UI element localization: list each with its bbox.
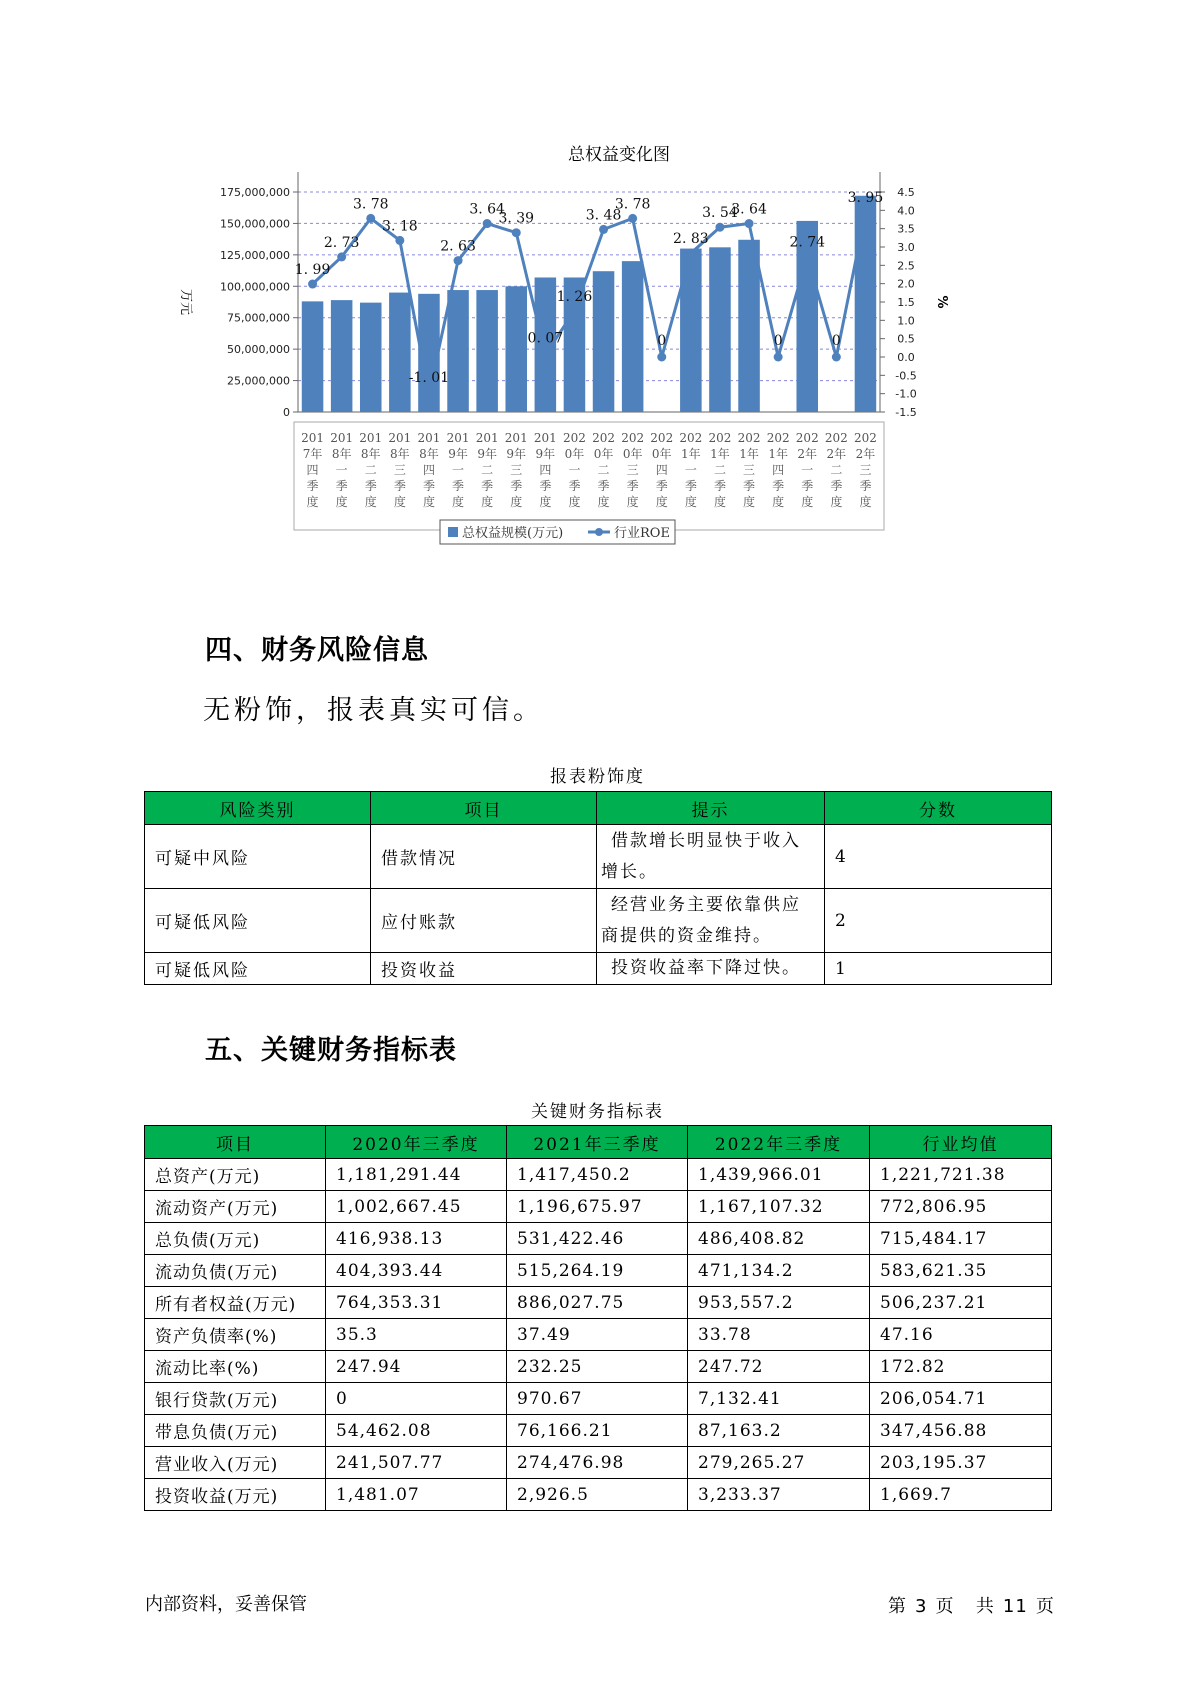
header-industry-avg: 行业均值 bbox=[870, 1126, 1052, 1159]
risk-tip-line1: 借款增长明显快于收入 bbox=[611, 830, 801, 851]
x-tick-label: 度 bbox=[422, 495, 435, 509]
bar bbox=[476, 290, 498, 412]
y-right-tick-label: 1.5 bbox=[897, 296, 915, 309]
x-tick-label: 8年 bbox=[331, 447, 352, 461]
roe-data-label: 3. 78 bbox=[614, 196, 651, 213]
risk-category: 可疑中风险 bbox=[145, 825, 371, 889]
table-row bbox=[145, 953, 1052, 985]
x-tick-label: 季 bbox=[743, 479, 756, 493]
bar bbox=[593, 271, 615, 412]
x-tick-label: 度 bbox=[452, 495, 465, 509]
x-tick-label: 季 bbox=[772, 479, 785, 493]
x-tick-label: 201 bbox=[388, 431, 412, 445]
bar bbox=[331, 300, 353, 412]
kpi-2020q3: 404,393.44 bbox=[326, 1255, 507, 1287]
x-tick-label: 季 bbox=[830, 479, 843, 493]
kpi-2021q3: 232.25 bbox=[507, 1351, 688, 1383]
x-tick-label: 四 bbox=[422, 463, 435, 477]
x-tick-label: 季 bbox=[597, 479, 610, 493]
roe-point bbox=[424, 390, 433, 399]
roe-point bbox=[657, 353, 666, 362]
roe-data-label: 2. 83 bbox=[673, 231, 709, 248]
table-row bbox=[145, 825, 1052, 889]
risk-table bbox=[144, 791, 1052, 985]
x-tick-label: 二 bbox=[597, 463, 610, 477]
x-tick-label: 1年 bbox=[710, 447, 730, 461]
roe-point bbox=[599, 225, 608, 234]
y-right-tick-label: 3.5 bbox=[897, 222, 915, 236]
table-row bbox=[145, 1479, 1052, 1511]
kpi-item: 带息负债(万元) bbox=[145, 1415, 326, 1447]
risk-table-header bbox=[145, 792, 1052, 825]
risk-tip-line2: 增长。 bbox=[601, 861, 658, 882]
roe-point bbox=[483, 219, 492, 228]
x-tick-label: 0年 bbox=[651, 447, 672, 461]
x-tick-label: 202 bbox=[853, 431, 877, 445]
x-tick-label: 季 bbox=[713, 479, 726, 493]
kpi-item: 总负债(万元) bbox=[145, 1223, 326, 1255]
y-right-tick-label: 2.0 bbox=[897, 277, 915, 291]
roe-data-label: 3. 48 bbox=[585, 207, 622, 224]
kpi-2020q3: 764,353.31 bbox=[326, 1287, 507, 1319]
kpi-industry-avg: 506,237.21 bbox=[870, 1287, 1052, 1319]
x-tick-label: 1年 bbox=[768, 447, 788, 461]
roe-point bbox=[541, 350, 550, 359]
kpi-2021q3: 970.67 bbox=[507, 1383, 688, 1415]
table-row bbox=[145, 1255, 1052, 1287]
x-tick-label: 季 bbox=[364, 479, 377, 493]
bar bbox=[738, 240, 760, 412]
table-row bbox=[145, 889, 1052, 953]
x-tick-label: 202 bbox=[795, 431, 819, 445]
bar bbox=[505, 286, 527, 412]
risk-item: 应付账款 bbox=[371, 889, 597, 953]
roe-data-label: 3. 54 bbox=[702, 205, 738, 222]
x-tick-label: 201 bbox=[446, 431, 470, 445]
bar bbox=[389, 293, 411, 412]
roe-data-label: 2. 73 bbox=[323, 234, 360, 251]
x-tick-label: 一 bbox=[568, 463, 581, 477]
table-row bbox=[145, 1319, 1052, 1351]
x-tick-label: 201 bbox=[417, 431, 441, 445]
kpi-item: 投资收益(万元) bbox=[145, 1479, 326, 1511]
kpi-industry-avg: 206,054.71 bbox=[870, 1383, 1052, 1415]
kpi-industry-avg: 715,484.17 bbox=[870, 1223, 1052, 1255]
x-tick-label: 一 bbox=[452, 463, 465, 477]
kpi-2020q3: 35.3 bbox=[326, 1319, 507, 1351]
kpi-2022q3: 486,408.82 bbox=[688, 1223, 870, 1255]
roe-point bbox=[308, 280, 317, 289]
kpi-2021q3: 2,926.5 bbox=[507, 1479, 688, 1511]
roe-point bbox=[395, 236, 404, 245]
x-tick-label: 202 bbox=[592, 431, 616, 445]
kpi-2020q3: 1,481.07 bbox=[326, 1479, 507, 1511]
kpi-2021q3: 274,476.98 bbox=[507, 1447, 688, 1479]
kpi-industry-avg: 172.82 bbox=[870, 1351, 1052, 1383]
x-tick-label: 度 bbox=[597, 495, 610, 509]
x-tick-label: 201 bbox=[301, 431, 325, 445]
risk-category: 可疑低风险 bbox=[145, 953, 371, 985]
table-row bbox=[145, 1223, 1052, 1255]
page-total: 11 bbox=[1002, 1596, 1028, 1617]
section5-heading: 五、关键财务指标表 bbox=[205, 1035, 457, 1066]
table-row bbox=[145, 1447, 1052, 1479]
roe-data-label: 0 bbox=[831, 333, 841, 349]
kpi-2020q3: 247.94 bbox=[326, 1351, 507, 1383]
equity-chart-svg bbox=[170, 140, 1030, 600]
kpi-2021q3: 886,027.75 bbox=[507, 1287, 688, 1319]
page-number bbox=[884, 1592, 1059, 1618]
x-tick-label: 202 bbox=[766, 431, 790, 445]
roe-data-label: 0. 07 bbox=[527, 330, 564, 347]
kpi-2022q3: 279,265.27 bbox=[688, 1447, 870, 1479]
x-tick-label: 202 bbox=[562, 431, 586, 445]
x-tick-label: 度 bbox=[568, 495, 581, 509]
x-tick-label: 201 bbox=[330, 431, 354, 445]
table-row bbox=[145, 1383, 1052, 1415]
x-tick-label: 度 bbox=[481, 495, 494, 509]
x-tick-label: 202 bbox=[737, 431, 761, 445]
roe-point bbox=[861, 208, 870, 217]
kpi-item: 营业收入(万元) bbox=[145, 1447, 326, 1479]
kpi-2020q3: 54,462.08 bbox=[326, 1415, 507, 1447]
y-left-axis-title: 万元 bbox=[178, 288, 193, 316]
header-tip: 提示 bbox=[597, 792, 825, 825]
x-tick-label: 三 bbox=[510, 463, 523, 477]
risk-tip bbox=[597, 889, 825, 953]
x-tick-label: 二 bbox=[364, 463, 377, 477]
kpi-2021q3: 515,264.19 bbox=[507, 1255, 688, 1287]
x-tick-label: 1年 bbox=[739, 447, 759, 461]
kpi-2021q3: 531,422.46 bbox=[507, 1223, 688, 1255]
kpi-2022q3: 247.72 bbox=[688, 1351, 870, 1383]
y-right-tick-label: 0.0 bbox=[897, 351, 915, 364]
page-prefix: 第 bbox=[888, 1596, 907, 1617]
kpi-2020q3: 1,002,667.45 bbox=[326, 1191, 507, 1223]
roe-data-label: 3. 95 bbox=[847, 190, 884, 207]
kpi-item: 资产负债率(%) bbox=[145, 1319, 326, 1351]
header-2020q3: 2020年三季度 bbox=[326, 1126, 507, 1159]
x-tick-label: 四 bbox=[306, 463, 319, 477]
x-tick-label: 202 bbox=[650, 431, 674, 445]
x-tick-label: 度 bbox=[655, 495, 668, 509]
roe-data-label: 3. 64 bbox=[469, 201, 505, 218]
roe-point bbox=[366, 214, 375, 223]
risk-tip-line1: 经营业务主要依靠供应 bbox=[611, 894, 801, 915]
page-total-prefix: 共 bbox=[975, 1596, 995, 1617]
kpi-item: 总资产(万元) bbox=[145, 1159, 326, 1191]
x-tick-label: 四 bbox=[539, 463, 552, 477]
x-tick-label: 202 bbox=[824, 431, 848, 445]
kpi-industry-avg: 583,621.35 bbox=[870, 1255, 1052, 1287]
table-row bbox=[145, 1159, 1052, 1191]
x-tick-label: 度 bbox=[713, 495, 726, 509]
x-tick-label: 度 bbox=[684, 495, 697, 509]
y-left-tick-label: 125,000,000 bbox=[220, 248, 290, 262]
x-tick-label: 度 bbox=[743, 495, 756, 509]
y-left-tick-label: 50,000,000 bbox=[227, 343, 290, 357]
y-right-tick-label: 4.0 bbox=[897, 204, 915, 218]
risk-score: 4 bbox=[825, 825, 1052, 889]
roe-data-label: 0 bbox=[657, 333, 667, 349]
bar bbox=[622, 261, 644, 412]
kpi-table bbox=[144, 1125, 1052, 1511]
x-tick-label: 201 bbox=[359, 431, 383, 445]
x-tick-label: 二 bbox=[481, 463, 494, 477]
roe-data-label: 2. 74 bbox=[789, 234, 826, 251]
roe-point bbox=[628, 214, 637, 223]
roe-data-label: 0 bbox=[773, 333, 783, 349]
kpi-industry-avg: 772,806.95 bbox=[870, 1191, 1052, 1223]
kpi-2022q3: 7,132.41 bbox=[688, 1383, 870, 1415]
roe-point bbox=[832, 353, 841, 362]
risk-score: 2 bbox=[825, 889, 1052, 953]
x-tick-label: 三 bbox=[626, 463, 639, 477]
x-tick-label: 季 bbox=[393, 479, 406, 493]
page-suffix: 页 bbox=[1035, 1596, 1055, 1617]
y-left-tick-label: 0 bbox=[283, 406, 290, 419]
x-tick-label: 1年 bbox=[681, 447, 701, 461]
kpi-2022q3: 953,557.2 bbox=[688, 1287, 870, 1319]
legend-bar-swatch bbox=[448, 527, 458, 537]
x-tick-label: 度 bbox=[830, 495, 843, 509]
table-row bbox=[145, 1287, 1052, 1319]
page-current: 3 bbox=[915, 1596, 928, 1617]
legend-line-marker bbox=[595, 528, 603, 536]
x-tick-label: 三 bbox=[393, 463, 406, 477]
x-tick-label: 度 bbox=[801, 495, 814, 509]
x-tick-label: 2年 bbox=[797, 447, 818, 461]
kpi-item: 流动比率(%) bbox=[145, 1351, 326, 1383]
kpi-table-caption: 关键财务指标表 bbox=[531, 1102, 664, 1122]
bar bbox=[360, 303, 382, 412]
x-tick-label: 度 bbox=[335, 495, 348, 509]
x-tick-label: 一 bbox=[801, 463, 814, 477]
x-tick-label: 季 bbox=[568, 479, 581, 493]
header-2021q3: 2021年三季度 bbox=[507, 1126, 688, 1159]
kpi-2020q3: 416,938.13 bbox=[326, 1223, 507, 1255]
kpi-industry-avg: 347,456.88 bbox=[870, 1415, 1052, 1447]
x-tick-label: 8年 bbox=[419, 447, 439, 461]
risk-table-caption: 报表粉饰度 bbox=[550, 767, 645, 787]
x-tick-label: 2年 bbox=[826, 447, 847, 461]
kpi-item: 银行贷款(万元) bbox=[145, 1383, 326, 1415]
x-tick-label: 季 bbox=[481, 479, 494, 493]
x-tick-label: 8年 bbox=[390, 447, 410, 461]
header-risk-category: 风险类别 bbox=[145, 792, 371, 825]
roe-data-label: 1. 26 bbox=[556, 288, 593, 305]
roe-point bbox=[337, 252, 346, 261]
footer-confidential: 内部资料，妥善保管 bbox=[145, 1594, 307, 1615]
x-tick-label: 四 bbox=[655, 463, 668, 477]
y-right-axis-title: % bbox=[934, 295, 949, 309]
y-left-tick-label: 100,000,000 bbox=[220, 280, 290, 294]
x-tick-label: 201 bbox=[475, 431, 499, 445]
x-tick-label: 202 bbox=[621, 431, 645, 445]
kpi-industry-avg: 1,221,721.38 bbox=[870, 1159, 1052, 1191]
x-tick-label: 201 bbox=[504, 431, 528, 445]
roe-data-label: 3. 64 bbox=[731, 201, 767, 218]
y-left-tick-label: 25,000,000 bbox=[227, 374, 290, 388]
section4-summary: 无粉饰，报表真实可信。 bbox=[203, 695, 544, 726]
y-right-tick-label: 0.5 bbox=[897, 332, 915, 346]
risk-category: 可疑低风险 bbox=[145, 889, 371, 953]
legend-line-label: 行业ROE bbox=[614, 526, 670, 541]
x-tick-label: 季 bbox=[306, 479, 319, 493]
x-tick-label: 度 bbox=[859, 495, 872, 509]
x-tick-label: 季 bbox=[539, 479, 552, 493]
y-right-tick-label: 2.5 bbox=[897, 259, 915, 273]
header-item: 项目 bbox=[145, 1126, 326, 1159]
x-tick-label: 二 bbox=[713, 463, 726, 477]
kpi-2022q3: 33.78 bbox=[688, 1319, 870, 1351]
x-tick-label: 0年 bbox=[593, 447, 614, 461]
kpi-table-body bbox=[145, 1159, 1052, 1511]
kpi-item: 流动负债(万元) bbox=[145, 1255, 326, 1287]
table-row bbox=[145, 1351, 1052, 1383]
x-tick-label: 9年 bbox=[477, 447, 497, 461]
legend-bar-label: 总权益规模(万元) bbox=[462, 526, 564, 541]
kpi-industry-avg: 203,195.37 bbox=[870, 1447, 1052, 1479]
bar bbox=[709, 247, 731, 412]
kpi-table-header bbox=[145, 1126, 1052, 1159]
x-tick-label: 季 bbox=[655, 479, 668, 493]
kpi-2021q3: 37.49 bbox=[507, 1319, 688, 1351]
roe-point bbox=[803, 252, 812, 261]
bar bbox=[680, 249, 702, 412]
header-2022q3: 2022年三季度 bbox=[688, 1126, 870, 1159]
bar bbox=[447, 290, 469, 412]
risk-tip-line2: 商提供的资金维持。 bbox=[601, 925, 772, 946]
kpi-2020q3: 241,507.77 bbox=[326, 1447, 507, 1479]
risk-item: 借款情况 bbox=[371, 825, 597, 889]
kpi-2022q3: 1,167,107.32 bbox=[688, 1191, 870, 1223]
roe-data-label: 2. 63 bbox=[440, 238, 476, 255]
x-tick-label: 一 bbox=[684, 463, 697, 477]
risk-tip bbox=[597, 953, 825, 985]
section4-heading: 四、财务风险信息 bbox=[205, 635, 429, 666]
roe-point bbox=[512, 228, 521, 237]
x-tick-label: 8年 bbox=[360, 447, 381, 461]
roe-point bbox=[570, 306, 579, 315]
kpi-2022q3: 471,134.2 bbox=[688, 1255, 870, 1287]
kpi-industry-avg: 1,669.7 bbox=[870, 1479, 1052, 1511]
roe-point bbox=[715, 223, 724, 232]
risk-tip-line1: 投资收益率下降过快。 bbox=[611, 958, 801, 978]
kpi-2022q3: 1,439,966.01 bbox=[688, 1159, 870, 1191]
x-tick-label: 度 bbox=[626, 495, 639, 509]
kpi-industry-avg: 47.16 bbox=[870, 1319, 1052, 1351]
risk-score: 1 bbox=[825, 953, 1052, 985]
roe-data-label: -1. 01 bbox=[408, 370, 450, 387]
roe-data-label: 3. 78 bbox=[352, 196, 389, 213]
y-right-tick-label: 3.0 bbox=[897, 241, 915, 254]
x-tick-label: 季 bbox=[510, 479, 523, 493]
y-right-tick-label: 4.5 bbox=[897, 186, 915, 199]
x-tick-label: 0年 bbox=[622, 447, 643, 461]
x-tick-label: 度 bbox=[364, 495, 377, 509]
x-tick-label: 度 bbox=[393, 495, 406, 509]
x-tick-label: 度 bbox=[306, 495, 319, 509]
bar bbox=[302, 301, 324, 412]
x-tick-label: 202 bbox=[679, 431, 703, 445]
y-right-tick-label: -0.5 bbox=[895, 369, 917, 383]
kpi-2022q3: 3,233.37 bbox=[688, 1479, 870, 1511]
x-tick-label: 9年 bbox=[506, 447, 527, 461]
table-row bbox=[145, 1415, 1052, 1447]
x-tick-label: 四 bbox=[772, 463, 785, 477]
y-left-tick-label: 75,000,000 bbox=[227, 311, 290, 325]
header-item: 项目 bbox=[371, 792, 597, 825]
page-mid: 页 bbox=[935, 1596, 955, 1617]
x-tick-label: 度 bbox=[510, 495, 523, 509]
roe-point bbox=[745, 219, 754, 228]
table-row bbox=[145, 1191, 1052, 1223]
roe-data-label: 3. 18 bbox=[382, 218, 418, 235]
x-tick-label: 9年 bbox=[535, 447, 556, 461]
y-left-tick-label: 150,000,000 bbox=[220, 217, 290, 231]
kpi-2020q3: 1,181,291.44 bbox=[326, 1159, 507, 1191]
x-tick-label: 7年 bbox=[302, 447, 323, 461]
y-right-tick-label: 1.0 bbox=[897, 314, 915, 328]
x-tick-label: 度 bbox=[772, 495, 785, 509]
y-left-tick-label: 175,000,000 bbox=[220, 186, 290, 199]
kpi-2021q3: 1,417,450.2 bbox=[507, 1159, 688, 1191]
x-tick-label: 三 bbox=[859, 463, 872, 477]
x-tick-label: 季 bbox=[801, 479, 814, 493]
roe-point bbox=[686, 249, 695, 258]
roe-point bbox=[454, 256, 463, 265]
x-tick-label: 季 bbox=[859, 479, 872, 493]
x-tick-label: 度 bbox=[539, 495, 552, 509]
x-tick-label: 季 bbox=[626, 479, 639, 493]
x-tick-label: 季 bbox=[452, 479, 465, 493]
x-tick-label: 季 bbox=[684, 479, 697, 493]
y-right-tick-label: -1.0 bbox=[895, 387, 917, 401]
kpi-2020q3: 0 bbox=[326, 1383, 507, 1415]
x-tick-label: 季 bbox=[335, 479, 348, 493]
header-score: 分数 bbox=[825, 792, 1052, 825]
kpi-item: 所有者权益(万元) bbox=[145, 1287, 326, 1319]
kpi-2021q3: 76,166.21 bbox=[507, 1415, 688, 1447]
x-tick-label: 一 bbox=[335, 463, 348, 477]
x-tick-label: 201 bbox=[533, 431, 557, 445]
x-tick-label: 季 bbox=[422, 479, 435, 493]
x-tick-label: 202 bbox=[708, 431, 732, 445]
x-tick-label: 二 bbox=[830, 463, 843, 477]
risk-tip bbox=[597, 825, 825, 889]
bar bbox=[855, 196, 877, 412]
roe-data-label: 3. 39 bbox=[498, 210, 535, 227]
x-tick-label: 0年 bbox=[564, 447, 585, 461]
y-right-tick-label: -1.5 bbox=[895, 406, 917, 419]
x-tick-label: 2年 bbox=[855, 447, 876, 461]
equity-chart bbox=[170, 140, 1030, 600]
kpi-item: 流动资产(万元) bbox=[145, 1191, 326, 1223]
kpi-2021q3: 1,196,675.97 bbox=[507, 1191, 688, 1223]
x-tick-label: 三 bbox=[743, 463, 756, 477]
kpi-2022q3: 87,163.2 bbox=[688, 1415, 870, 1447]
roe-data-label: 1. 99 bbox=[294, 262, 331, 279]
risk-item: 投资收益 bbox=[371, 953, 597, 985]
chart-title: 总权益变化图 bbox=[568, 145, 670, 165]
roe-point bbox=[774, 353, 783, 362]
x-tick-label: 9年 bbox=[448, 447, 468, 461]
